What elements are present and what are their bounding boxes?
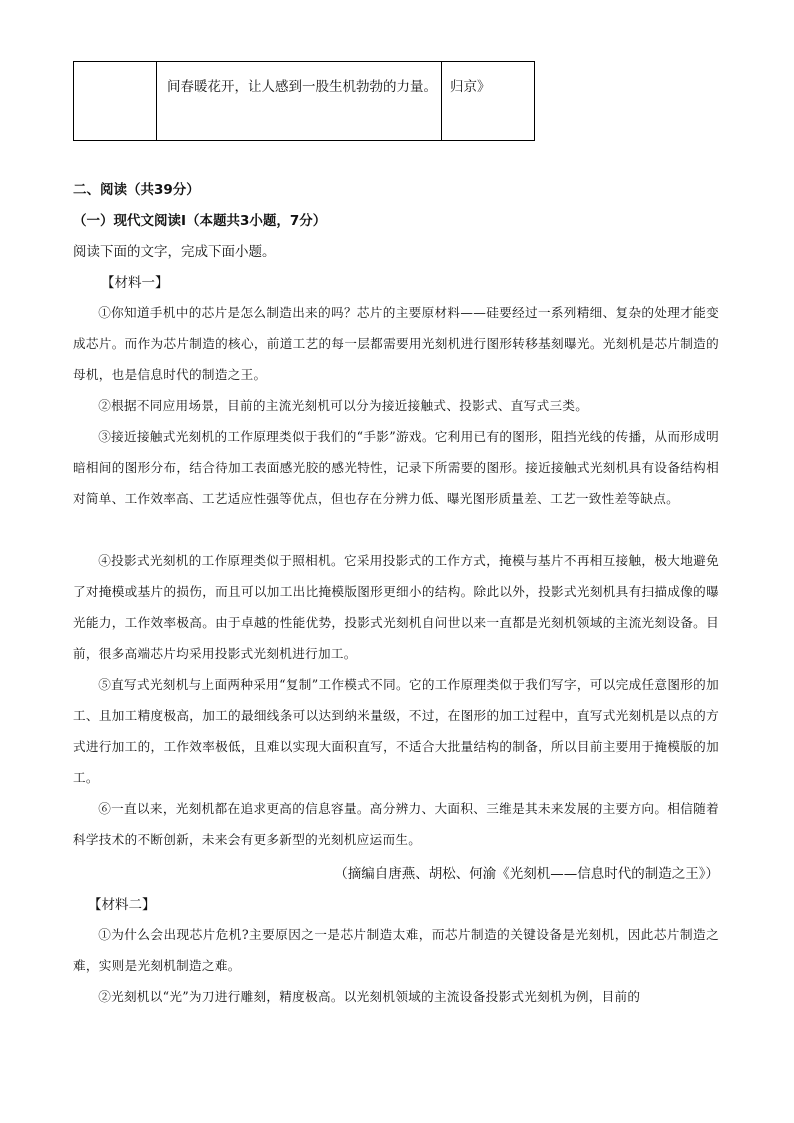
instruction-text: 阅读下面的文字，完成下面小题。 [73, 244, 276, 260]
material1-label: 【材料一】 [101, 275, 169, 291]
material1-paragraph-3: ③接近接触式光刻机的工作原理类似于我们的“手影”游戏。它利用已有的图形，阻挡光线的传播，从而形成明暗相间的图形分布，结合待加工表面感光胶的感光特性，记录下所需要的图形。接近接触式光刻机具有设备结构相对简单、工作效率高、工艺适应性强等优点，但也存在分辨力低、曝光图形质量差、工艺一致性差等缺点。 [73, 429, 719, 506]
material1-paragraph-1: ①你知道手机中的芯片是怎么制造出来的吗？芯片的主要原材料——硅要经过一系列精细、复杂的处理才能变成芯片。而作为芯片制造的核心，前道工艺的每一层都需要用光刻机进行图形转移基刻曝光。光刻机是芯片制造的母机，也是信息时代的制造之王。 [73, 305, 719, 382]
material2-paragraph-2: ②光刻机以“光”为刀进行雕刻，精度极高。以光刻机领域的主流设备投影式光刻机为例，目前的 [98, 989, 641, 1004]
subsection-heading: （一）现代文阅读Ⅰ（本题共3小题，7分） [73, 213, 327, 229]
continuation-table [73, 61, 535, 141]
section-heading: 二、阅读（共39分） [73, 182, 200, 198]
material1-paragraph-4: ④投影式光刻机的工作原理类似于照相机。它采用投影式的工作方式，掩模与基片不再相互接触，极大地避免了对掩模或基片的损伤，而且可以加工出比掩模版图形更细小的结构。除此以外，投影式光刻机具有扫描成像的曝光能力，工作效率极高。由于卓越的性能优势，投影式光刻机自问世以来一直都是光刻机领域的主流光刻设备。目前，很多高端芯片均采用投影式光刻机进行加工。 [73, 553, 719, 661]
table-cell-empty [74, 62, 157, 141]
material2-label: 【材料二】 [88, 897, 156, 913]
material1-paragraph-2: ②根据不同应用场景，目前的主流光刻机可以分为接近接触式、投影式、直写式三类。 [98, 398, 589, 413]
table-row [74, 62, 535, 141]
table-cell-text: 间春暖花开，让人感到一股生机勃勃的力量。 [157, 62, 442, 141]
material2-paragraph-1: ①为什么会出现芯片危机?主要原因之一是芯片制造太难，而芯片制造的关键设备是光刻机，因此芯片制造之难，实则是光刻机制造之难。 [73, 927, 719, 973]
table-cell-source: 归京》 [442, 62, 535, 141]
material1-paragraph-5: ⑤直写式光刻机与上面两种采用“复制”工作模式不同。它的工作原理类似于我们写字，可以完成任意图形的加工、且加工精度极高，加工的最细线条可以达到纳米量级，不过，在图形的加工过程中，直写式光刻机是以点的方式进行加工的，工作效率极低，且难以实现大面积直写，不适合大批量结构的制备，所以目前主要用于掩模版的加工。 [73, 677, 719, 785]
material1-paragraph-6: ⑥一直以来，光刻机都在追求更高的信息容量。高分辨力、大面积、三维是其未来发展的主要方向。相信随着科学技术的不断创新，未来会有更多新型的光刻机应运而生。 [73, 801, 719, 847]
material1-source: （摘编自唐燕、胡松、何渝《光刻机——信息时代的制造之王》） [334, 866, 719, 882]
